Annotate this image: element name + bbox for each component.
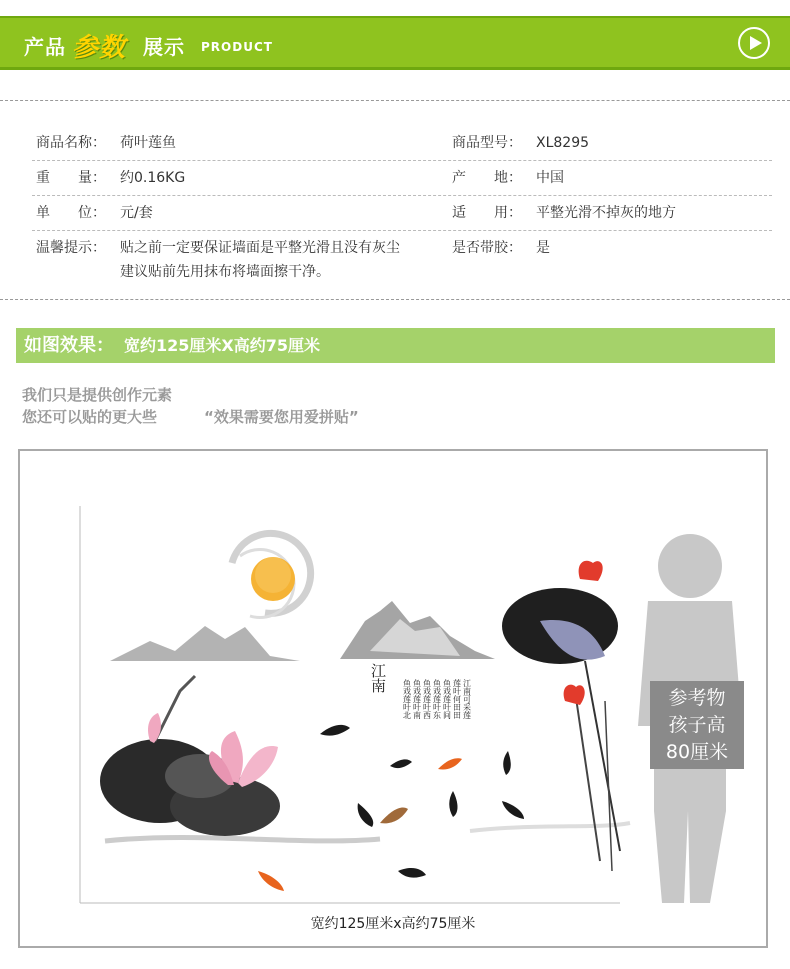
header-title-part3: 展示: [143, 35, 185, 59]
poem-column: 莲叶何田田: [452, 679, 462, 719]
effect-size: 宽约125厘米X高约75厘米: [124, 336, 321, 355]
spec-label: 单 位：: [36, 205, 106, 221]
poem-column: 江南可采莲: [462, 679, 472, 719]
spec-row: [32, 196, 772, 231]
effect-bar: [16, 328, 775, 363]
mountain-range: [110, 601, 495, 661]
reference-line3: 80厘米: [665, 741, 729, 763]
product-preview-frame: [18, 449, 768, 948]
section-header: [0, 16, 790, 70]
sun-icon: [232, 533, 311, 617]
spec-value: XL8295: [536, 135, 590, 151]
spec-row: [32, 126, 772, 161]
header-title-en: PRODUCT: [201, 40, 273, 54]
spec-value: 约0.16KG: [120, 170, 186, 186]
koi-fish-icon: [258, 758, 462, 891]
spec-label: 商品名称：: [36, 135, 106, 151]
koi-fish-icon: [320, 725, 524, 878]
tagline-quote: “效果需要您用爱拼贴”: [204, 408, 359, 426]
product-spec-table: [32, 126, 772, 287]
spec-row: [32, 231, 772, 287]
poem-column: 鱼戏莲叶西: [422, 679, 432, 719]
header-title-part2: 参数: [72, 33, 127, 63]
poem-title: 江南: [369, 663, 387, 693]
water-stroke: [105, 837, 380, 841]
spec-value: 是: [536, 240, 550, 256]
spec-value: 中国: [536, 170, 564, 186]
spec-value: 元/套: [120, 205, 153, 221]
reference-badge: [650, 681, 744, 769]
reference-line2: 孩子高: [668, 714, 726, 736]
spec-value: 贴之前一定要保证墙面是平整光滑且没有灰尘: [120, 240, 400, 256]
tagline-line1: 我们只是提供创作元素: [22, 386, 173, 404]
spec-label: 是否带胶：: [452, 240, 522, 256]
divider: [0, 299, 790, 300]
spec-label: 重 量：: [36, 170, 106, 186]
spec-value: 荷叶莲鱼: [120, 135, 176, 151]
poem-column: 鱼戏莲叶南: [412, 679, 422, 719]
koi-fish-icon: [380, 808, 408, 824]
poem-text: [369, 663, 472, 720]
spec-label: 温馨提示：: [36, 240, 106, 256]
right-arrow-circle-icon[interactable]: [738, 27, 770, 59]
water-stroke: [470, 823, 630, 831]
divider: [0, 100, 790, 101]
spec-row: [32, 161, 772, 196]
spec-value-line2: 建议贴前先用抹布将墙面擦干净。: [120, 264, 330, 280]
poem-column: 鱼戏莲叶间: [442, 679, 452, 719]
spec-label: 商品型号：: [452, 135, 522, 151]
spec-value: 平整光滑不掉灰的地方: [536, 205, 676, 221]
poem-column: 鱼戏莲叶北: [402, 679, 412, 719]
spec-label: 适 用：: [452, 205, 522, 221]
spec-label: 产 地：: [452, 170, 522, 186]
effect-label: 如图效果：: [24, 335, 114, 356]
tagline-line2: 您还可以贴的更大些: [22, 408, 158, 426]
figure-caption: 宽约125厘米x高约75厘米: [310, 916, 476, 932]
reference-line1: 参考物: [668, 687, 726, 709]
header-title-part1: 产品: [24, 35, 66, 59]
poem-column: 鱼戏莲叶东: [432, 679, 442, 719]
